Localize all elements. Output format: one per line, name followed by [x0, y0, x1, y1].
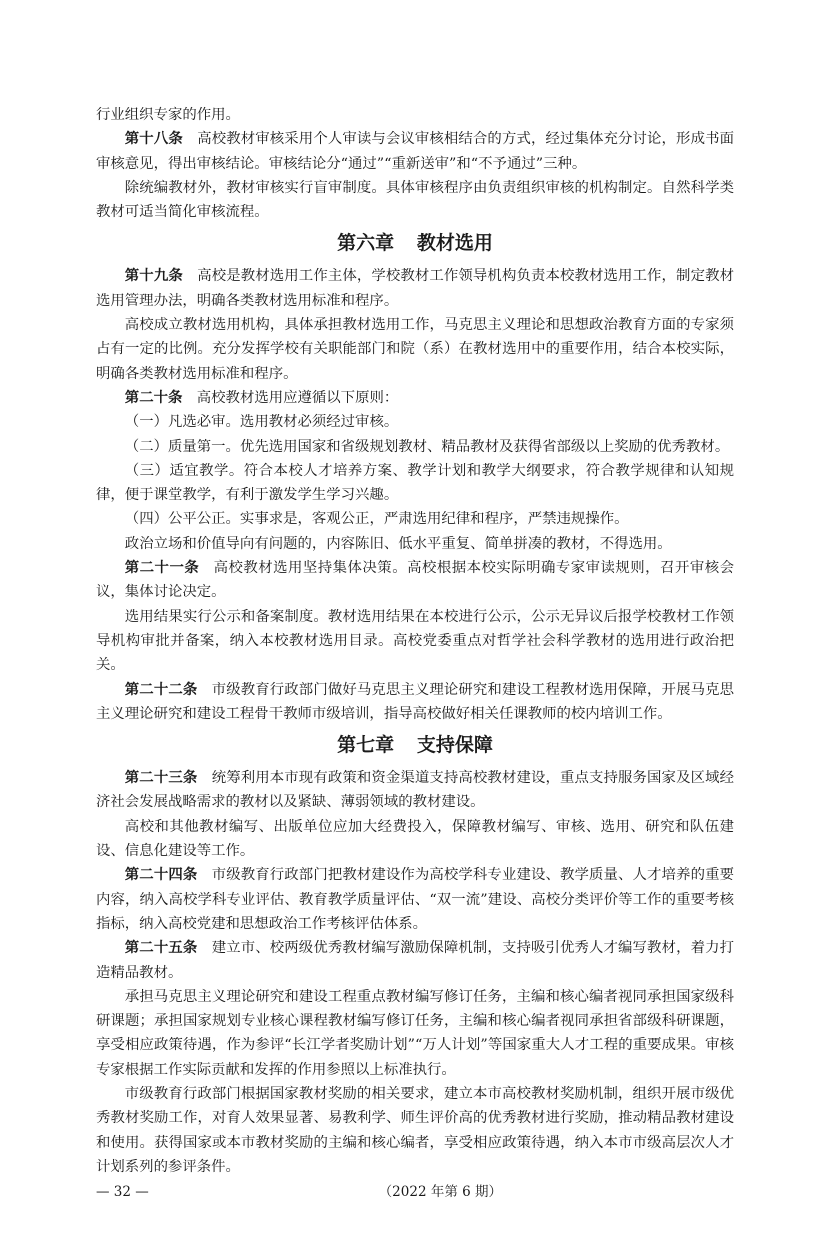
article-paragraph — [96, 678, 734, 727]
article-label: 第二十三条 — [124, 770, 198, 787]
paragraph — [96, 313, 734, 386]
paragraph — [96, 507, 734, 531]
paragraph — [96, 410, 734, 434]
chapter-title: 支持保障 — [416, 734, 493, 757]
article-label: 第二十二条 — [124, 681, 198, 698]
chapter-number: 第七章 — [337, 734, 395, 757]
paragraph-text: 市级教育行政部门根据国家教材奖励的相关要求，建立本市高校教材奖励机制，组织开展市级优秀教材奖励工作，对育人效果显著、易教利学、师生评价高的优秀教材进行奖励，推动精品教材建设和使用。获得国家或本市教材奖励的主编和核心编者，享受相应政策待遇，纳入本市市级高层次人才计划系列的参评条件。 — [96, 1085, 734, 1175]
paragraph-text: 建立市、校两级优秀教材编写激励保障机制，支持吸引优秀人才编写教材，着力打造精品教材。 — [96, 940, 734, 981]
chapter-heading — [96, 228, 734, 258]
paragraph — [96, 176, 734, 225]
paragraph-text: （一）凡选必审。选用教材必须经过审核。 — [124, 414, 399, 431]
paragraph-text: 选用结果实行公示和备案制度。教材选用结果在本校进行公示，公示无异议后报学校教材工作领导机构审批并备案，纳入本校教材选用目录。高校党委重点对哲学社会科学教材的选用进行政治把关。 — [96, 608, 734, 674]
document-body — [96, 103, 734, 1179]
paragraph-text: 高校教材审核采用个人审读与会议审核相结合的方式，经过集体充分讨论，形成书面审核意见，得出审核结论。审核结论分“通过”“重新送审”和“不予通过”三种。 — [96, 131, 734, 172]
article-paragraph — [96, 264, 734, 313]
paragraph-text: 高校教材选用应遵循以下原则： — [196, 389, 399, 406]
article-paragraph — [96, 936, 734, 985]
paragraph-text: 行业组织专家的作用。 — [96, 107, 240, 123]
paragraph — [96, 459, 734, 508]
article-paragraph — [96, 863, 734, 936]
paragraph — [96, 815, 734, 864]
article-paragraph — [96, 766, 734, 815]
paragraph — [96, 605, 734, 678]
chapter-title: 教材选用 — [416, 232, 493, 255]
page-footer — [96, 1181, 734, 1203]
paragraph — [96, 985, 734, 1082]
article-label: 第二十五条 — [124, 940, 198, 957]
paragraph — [96, 1082, 734, 1179]
chapter-heading — [96, 730, 734, 760]
chapter-number: 第六章 — [337, 232, 395, 255]
paragraph — [96, 435, 734, 459]
page-number: — 32 — — [96, 1184, 149, 1201]
paragraph-text: 统筹利用本市现有政策和资金渠道支持高校教材建设，重点支持服务国家及区域经济社会发展战略需求的教材以及紧缺、薄弱领域的教材建设。 — [96, 770, 734, 811]
article-label: 第二十一条 — [124, 560, 200, 577]
paragraph-text: 高校和其他教材编写、出版单位应加大经费投入，保障教材编写、审核、选用、研究和队伍建设、信息化建设等工作。 — [96, 818, 734, 860]
article-label: 第十八条 — [124, 131, 183, 148]
paragraph-text: 高校教材选用坚持集体决策。高校根据本校实际明确专家审读规则，召开审核会议，集体讨论决定。 — [96, 560, 734, 601]
paragraph-text: 高校是教材选用工作主体，学校教材工作领导机构负责本校教材选用工作，制定教材选用管理办法，明确各类教材选用标准和程序。 — [96, 268, 734, 309]
article-paragraph — [96, 556, 734, 605]
article-label: 第十九条 — [124, 268, 183, 285]
article-paragraph — [96, 127, 734, 176]
paragraph-text: 市级教育行政部门做好马克思主义理论研究和建设工程教材选用保障，开展马克思主义理论研究和建设工程骨干教师市级培训，指导高校做好相关任课教师的校内培训工作。 — [96, 681, 734, 722]
paragraph-text: 政治立场和价值导向有问题的，内容陈旧、低水平重复、简单拼凑的教材，不得选用。 — [124, 535, 672, 552]
article-paragraph — [96, 386, 734, 410]
paragraph-text: 承担马克思主义理论研究和建设工程重点教材编写修订任务，主编和核心编者视同承担国家级科研课题；承担国家规划专业核心课程教材编写修订任务，主编和核心编者视同承担省部级科研课题，享受相应政策待遇，作为参评“长江学者奖励计划”“万人计划”等国家重大人才工程的重要成果。审核专家根据工作实际贡献和发挥的作用参照以上标准执行。 — [96, 988, 734, 1078]
paragraph — [96, 103, 734, 127]
paragraph-text: （三）适宜教学。符合本校人才培养方案、教学计划和教学大纲要求，符合教学规律和认知规律，便于课堂教学，有利于激发学生学习兴趣。 — [96, 462, 734, 504]
paragraph-text: （四）公平公正。实事求是，客观公正，严肃选用纪律和程序，严禁违规操作。 — [124, 511, 629, 528]
paragraph-text: 除统编教材外，教材审核实行盲审制度。具体审核程序由负责组织审核的机构制定。自然科学类教材可适当简化审核流程。 — [96, 179, 734, 221]
paragraph-text: （二）质量第一。优先选用国家和省级规划教材、精品教材及获得省部级以上奖励的优秀教材。 — [124, 438, 730, 455]
paragraph-text: 高校成立教材选用机构，具体承担教材选用工作，马克思主义理论和思想政治教育方面的专家须占有一定的比例。充分发挥学校有关职能部门和院（系）在教材选用中的重要作用，结合本校实际，明确各类教材选用标准和程序。 — [96, 317, 734, 382]
paragraph-text: 市级教育行政部门把教材建设作为高校学科专业建设、教学质量、人才培养的重要内容，纳入高校学科专业评估、教育教学质量评估、“双一流”建设、高校分类评价等工作的重要考核指标，纳入高校党建和思想政治工作考核评估体系。 — [96, 867, 734, 932]
paragraph — [96, 532, 734, 556]
article-label: 第二十四条 — [124, 867, 198, 884]
issue-label: （2022 年第 6 期） — [378, 1184, 502, 1201]
article-label: 第二十条 — [124, 389, 183, 406]
